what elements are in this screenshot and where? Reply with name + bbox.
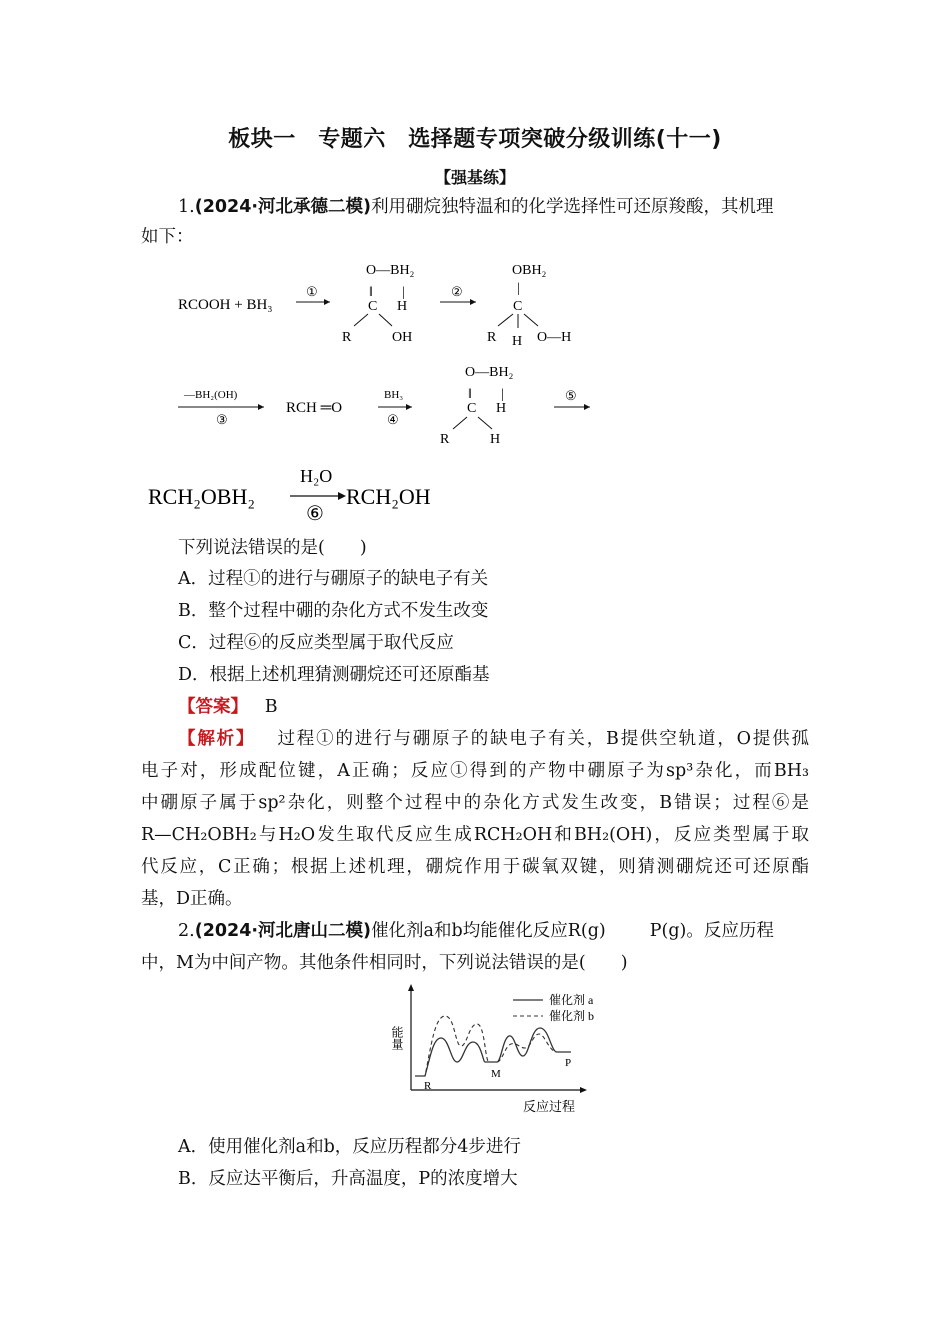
label-p: P [565,1057,572,1069]
arrow-step4-head [406,404,412,410]
q1-option-a: A．过程①的进行与硼原子的缺电子有关 [178,569,489,589]
int3-r: R [440,432,450,447]
x-axis-label: 反应过程 [523,1099,576,1114]
aldehyde-label: RCH ═O [286,400,343,416]
q1-answer-line [178,694,278,720]
int2-carbon: C [513,299,523,314]
step6-label: ⑥ [306,503,324,522]
int2-r: R [487,330,497,345]
int2-bond-r [498,314,513,326]
int1-oh: OH [392,330,413,345]
arrow-step2-head [470,299,476,305]
q1-option-c: C．过程⑥的反应类型属于取代反应 [178,633,454,653]
int2-top: OBH₂ [512,263,547,278]
q1-stem-line1 [178,194,774,220]
int1-bar: | [402,285,405,300]
q1-option-d: D．根据上述机理猜测硼烷还可还原酯基 [178,665,490,685]
analysis-line-1 [178,726,809,752]
answer-label: 【答案】 [178,697,248,717]
y-axis-label: 能量 [390,1026,404,1050]
int1-bond-oh [379,314,392,326]
q1-source: (2024·河北承德二模) [194,197,372,217]
reactants-label: RCOOH + BH₃ [178,297,273,313]
q2-source: (2024·河北唐山二模) [194,921,372,941]
analysis-line-6: 基，D正确。 [141,889,243,909]
analysis-line-5: 代反应，C正确；根据上述机理，硼烷作用于碳氧双键，则猜测硼烷还可还原酯 [141,857,809,877]
analysis-label: 【解析】 [178,729,256,749]
analysis-line-3: 中硼原子属于sp²杂化，则整个过程中的杂化方式发生改变，B错误；过程⑥是 [141,793,809,813]
int3-h: H [496,401,507,416]
energy-profile-chart [385,980,625,1120]
int1-bond-r [354,314,368,326]
q2-stem-text-b: P(g)。反应历程 [649,921,774,941]
int1-double-bond: ‖ [369,285,373,300]
int1-top: O—BH₂ [366,263,415,278]
reaction-mechanism-diagram [140,252,620,522]
legend-label-a: 催化剂 a [549,993,594,1007]
step3-label: ③ [216,412,228,427]
q1-stem-text: 利用硼烷独特温和的化学选择性可还原羧酸，其机理 [371,197,774,217]
curve-catalyst-b [415,1016,571,1076]
int3-top: O—BH₂ [465,365,514,380]
q1-stem-line2: 如下： [141,227,194,247]
int2-oh: O—H [537,330,572,345]
final-left-label: RCH₂OBH₂ [148,484,256,509]
int1-h: H [397,299,408,314]
arrow-step3-head [258,404,264,410]
analysis-line-2: 电子对，形成配位键，A正确；反应①得到的产物中硼原子为sp³杂化，而BH₃ [141,761,809,781]
section-heading: 【强基练】 [434,168,515,187]
int2-bar: | [517,281,520,296]
q2-number: 2. [178,921,195,941]
int3-bond-r [453,417,467,429]
q2-option-a: A．使用催化剂a和b，反应历程都分4步进行 [178,1137,521,1157]
int1-carbon: C [368,299,378,314]
final-right-label: RCH₂OH [346,484,431,509]
q1-option-b: B．整个过程中硼的杂化方式不发生改变 [178,601,489,621]
step3-reagent: —BH₂(OH) [184,389,238,401]
int3-h2: H [490,432,501,447]
page-title: 板块一 专题六 选择题专项突破分级训练(十一) [228,127,722,152]
step6-reagent: H₂O [300,466,333,486]
x-axis-arrow [580,1087,587,1093]
step4-label: ④ [387,412,399,427]
arrow-step5-head [584,404,590,410]
q1-number: 1. [178,197,195,217]
analysis-line-4: R—CH₂OBH₂与H₂O发生取代反应生成RCH₂OH和BH₂(OH)，反应类型属于取 [141,825,809,845]
q2-option-b: B．反应达平衡后，升高温度，P的浓度增大 [178,1169,518,1189]
q2-stem-line1 [178,918,774,944]
legend-label-b: 催化剂 b [549,1009,595,1023]
int3-double-bond: ‖ [468,387,472,402]
label-r: R [424,1080,432,1092]
q2-stem-line2: 中，M为中间产物。其他条件相同时，下列说法错误的是( ) [141,953,628,973]
int1-r: R [342,330,352,345]
q1-question: 下列说法错误的是( ) [178,538,367,558]
label-m: M [491,1068,501,1080]
arrow-step6-head [338,492,346,500]
answer-value: B [264,697,278,717]
int3-carbon: C [467,401,477,416]
step5-label: ⑤ [565,388,577,403]
analysis-text-1: 过程①的进行与硼原子的缺电子有关，B提供空轨道，O提供孤 [277,729,809,749]
y-axis-arrow [408,984,414,991]
int3-bond-h [478,417,492,429]
step1-label: ① [306,284,318,299]
arrow-step1-head [324,299,330,305]
step2-label: ② [451,284,463,299]
int2-h: H [512,334,523,349]
q2-stem-text-a: 催化剂a和b均能催化反应R(g) [371,921,606,941]
step4-reagent: BH₃ [384,389,404,401]
int2-bond-o [524,314,538,326]
int3-bar: | [501,387,504,402]
